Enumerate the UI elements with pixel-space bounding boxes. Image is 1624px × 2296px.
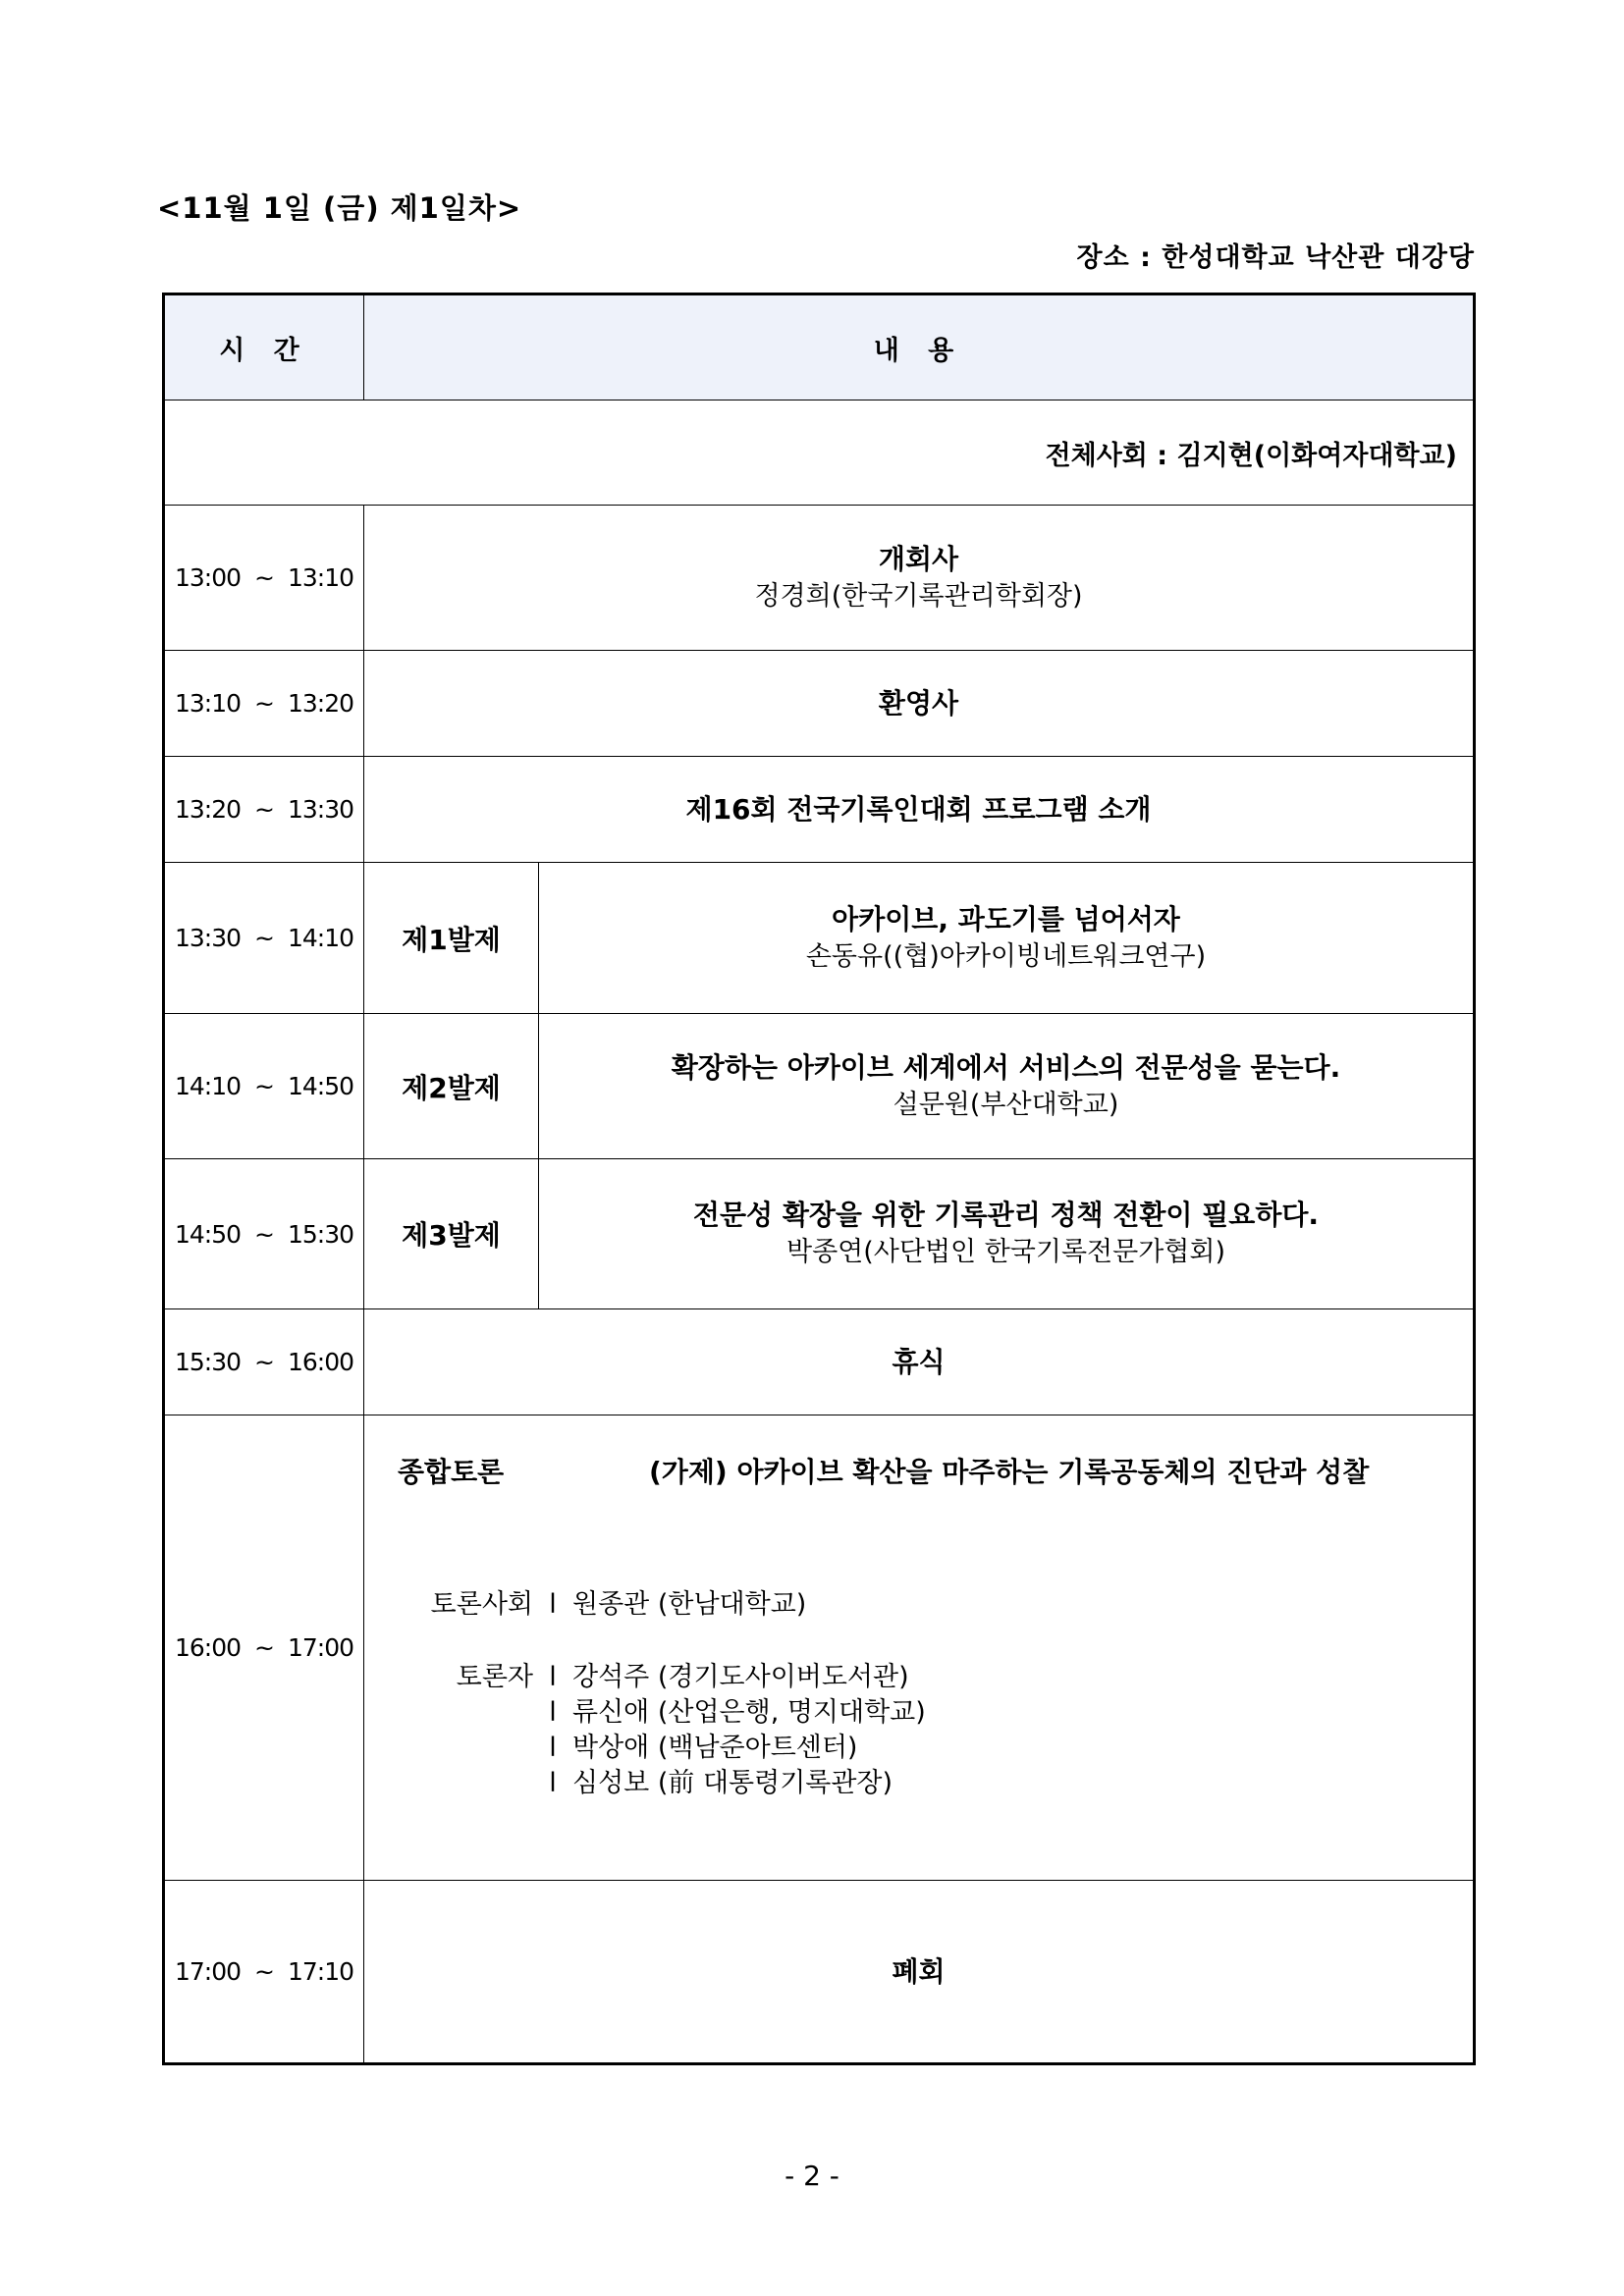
panelist-row — [413, 1731, 926, 1766]
presentation-label: 제3발제 — [364, 1159, 539, 1309]
schedule-table — [162, 293, 1476, 2065]
panelist-row — [413, 1660, 926, 1695]
time-cell: 14:50 ~ 15:30 — [164, 1159, 364, 1309]
panel-list — [413, 1587, 926, 1801]
content-cell — [539, 1014, 1475, 1159]
session-speaker: 손동유((협)아카이빙네트워크연구) — [805, 940, 1207, 972]
emcee: 전체사회 : 김지현(이화여자대학교) — [164, 400, 1475, 506]
day-title: <11월 1일 (금) 제1일차> — [157, 191, 522, 225]
session-title: 환영사 — [878, 686, 959, 720]
moderator-name: 원종관 (한남대학교) — [572, 1589, 807, 1620]
separator: l — [549, 1733, 557, 1763]
time-cell: 16:00 ~ 17:00 — [164, 1415, 364, 1881]
session-title: 제16회 전국기록인대회 프로그램 소개 — [685, 792, 1152, 826]
content-cell — [364, 506, 1475, 651]
session-title: 전문성 확장을 위한 기록관리 정책 전환이 필요하다. — [692, 1199, 1320, 1231]
page-number: - 2 - — [785, 2160, 839, 2192]
session-title: 개회사 — [878, 542, 959, 575]
panelist-row — [413, 1695, 926, 1731]
presentation-label: 제2발제 — [364, 1014, 539, 1159]
panelist-name: 심성보 (前 대통령기록관장) — [572, 1768, 893, 1798]
panelist-row — [413, 1766, 926, 1801]
table-row — [164, 1309, 1475, 1415]
separator: l — [549, 1662, 557, 1692]
session-title: 휴식 — [892, 1345, 946, 1378]
session-speaker: 설문원(부산대학교) — [893, 1089, 1119, 1120]
header-time: 시 간 — [164, 294, 364, 400]
table-row — [164, 651, 1475, 757]
panelist-name: 류신애 (산업은행, 명지대학교) — [572, 1697, 926, 1728]
content-cell — [539, 1159, 1475, 1309]
session-title: 폐회 — [892, 1954, 946, 1988]
table-row — [164, 863, 1475, 1014]
presentation-label: 제1발제 — [364, 863, 539, 1014]
moderator-label: 토론사회 — [430, 1589, 533, 1620]
header-content: 내 용 — [364, 294, 1475, 400]
discussion-title: (가제) 아카이브 확산을 마주하는 기록공동체의 진단과 성찰 — [649, 1456, 1370, 1488]
table-row — [164, 1881, 1475, 2064]
separator: l — [549, 1697, 557, 1728]
discussion-label: 종합토론 — [398, 1456, 505, 1488]
separator: l — [549, 1768, 557, 1798]
time-cell: 13:20 ~ 13:30 — [164, 757, 364, 863]
moderator-row — [413, 1587, 926, 1623]
session-title: 확장하는 아카이브 세계에서 서비스의 전문성을 묻는다. — [671, 1050, 1341, 1084]
content-cell — [364, 651, 1475, 757]
panelist-name: 박상애 (백남준아트센터) — [572, 1733, 858, 1763]
time-cell: 15:30 ~ 16:00 — [164, 1309, 364, 1415]
discussion-cell — [364, 1415, 1475, 1881]
time-cell: 14:10 ~ 14:50 — [164, 1014, 364, 1159]
venue: 장소 : 한성대학교 낙산관 대강당 — [1076, 242, 1475, 273]
separator: l — [549, 1589, 557, 1620]
content-cell — [364, 1881, 1475, 2064]
table-row — [164, 506, 1475, 651]
time-cell: 13:30 ~ 14:10 — [164, 863, 364, 1014]
content-cell — [364, 757, 1475, 863]
session-title: 아카이브, 과도기를 넘어서자 — [832, 902, 1180, 935]
table-row — [164, 1159, 1475, 1309]
session-speaker: 정경희(한국기록관리학회장) — [754, 580, 1083, 612]
panel-label: 토론자 — [456, 1662, 533, 1692]
time-cell: 13:10 ~ 13:20 — [164, 651, 364, 757]
time-cell: 13:00 ~ 13:10 — [164, 506, 364, 651]
content-cell — [539, 863, 1475, 1014]
session-speaker: 박종연(사단법인 한국기록전문가협회) — [786, 1237, 1225, 1267]
panelist-name: 강석주 (경기도사이버도서관) — [572, 1662, 909, 1692]
table-row — [164, 757, 1475, 863]
time-cell: 17:00 ~ 17:10 — [164, 1881, 364, 2064]
table-row — [164, 1014, 1475, 1159]
content-cell — [364, 1309, 1475, 1415]
table-row — [164, 1415, 1475, 1881]
